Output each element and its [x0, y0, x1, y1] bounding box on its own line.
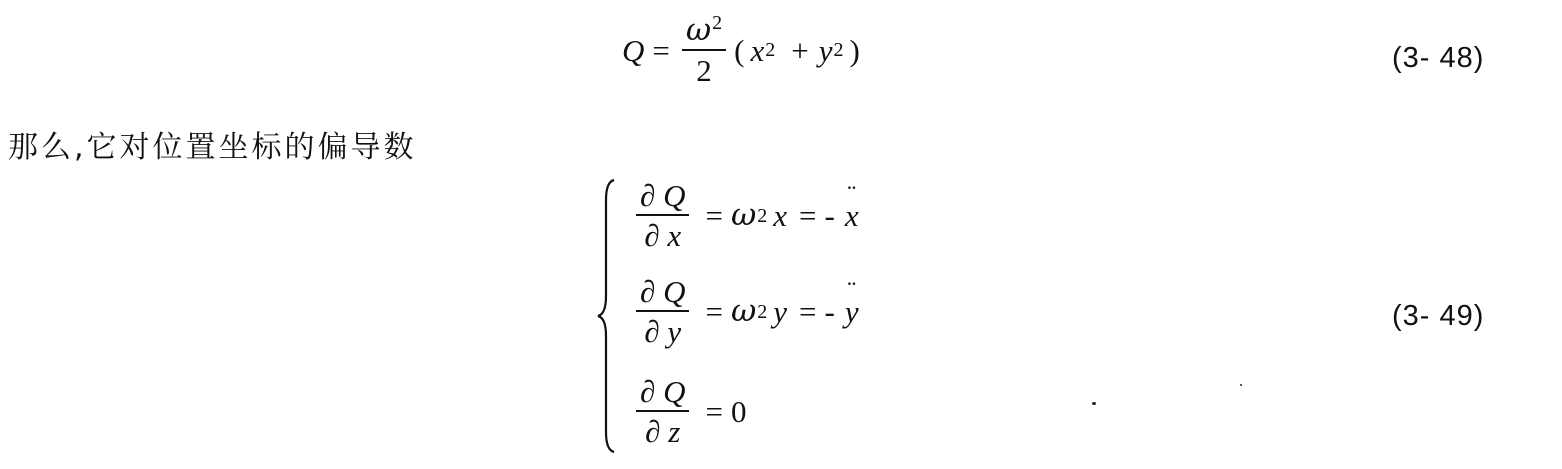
- minus-sign: -: [824, 198, 835, 233]
- eq48-plus: +: [791, 32, 809, 68]
- eq49-row-y-fraction: [636, 276, 689, 347]
- y-double-dot: ¨ y: [845, 296, 859, 327]
- partial-q-numerator: ∂ Q: [640, 178, 686, 213]
- eq48-denominator: 2: [696, 53, 712, 88]
- partial-x-denominator: ∂ x: [644, 218, 682, 253]
- x-double-dot: ¨ x: [845, 200, 859, 231]
- eq48-fraction: [682, 11, 726, 88]
- eq49-row-z: [632, 376, 746, 447]
- eq48-y: y: [818, 32, 833, 68]
- eq48-x: x: [750, 32, 765, 68]
- zero-value: 0: [730, 394, 747, 429]
- eq48-paren-open: (: [734, 32, 745, 68]
- eq48-equals: =: [652, 32, 670, 68]
- partial-z-denominator: ∂ z: [645, 414, 681, 449]
- equals-sign: =: [705, 294, 723, 329]
- var-x: x: [773, 198, 787, 233]
- equals-sign-2: =: [799, 198, 817, 233]
- body-text-line: 那么,它对位置坐标的偏导数: [8, 130, 417, 165]
- equation-3-48: Q = $\frac{\omega^2}{2}$ ( x 2 + y 2 ): [622, 11, 860, 88]
- eq48-omega-exp: 2: [712, 11, 723, 34]
- equation-number-3-48: (3- 48): [1392, 42, 1485, 74]
- partial-q-numerator: ∂ Q: [640, 274, 686, 309]
- eq49-row-y: $\frac{\partial Q}{\partial y}$ = ω 2 y = - ¨ y: [632, 276, 859, 347]
- left-brace: [594, 176, 618, 456]
- scan-speck: [1092, 402, 1096, 405]
- eq48-lhs: Q: [622, 32, 645, 68]
- partial-y-denominator: ∂ y: [644, 314, 682, 349]
- var-y: y: [773, 294, 787, 329]
- omega-symbol: ω: [730, 197, 757, 233]
- equals-sign-2: =: [799, 294, 817, 329]
- eq49-row-z-fraction: [636, 376, 689, 447]
- omega-symbol: ω: [730, 293, 757, 329]
- scan-speck: [1240, 384, 1242, 386]
- minus-sign: -: [824, 294, 835, 329]
- eq48-omega: ω: [685, 12, 712, 48]
- partial-q-numerator: ∂ Q: [640, 374, 686, 409]
- equals-sign: =: [705, 198, 723, 233]
- equals-sign: =: [705, 394, 723, 429]
- eq48-paren-close: ): [849, 32, 860, 68]
- eq49-row-x: $\frac{\partial Q}{\partial x}$ = ω 2 x = - ¨ x: [632, 180, 859, 251]
- equation-number-3-49: (3- 49): [1392, 300, 1485, 332]
- eq49-row-x-fraction: [636, 180, 689, 251]
